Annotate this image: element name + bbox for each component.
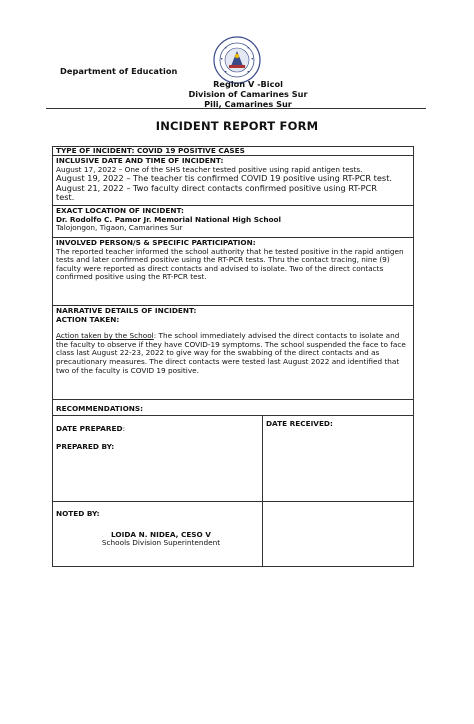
date-entry: August 19, 2022 – The teacher tis confirmed COVID 19 positive using RT-PCR test. [56,173,393,184]
type-of-incident: TYPE OF INCIDENT: COVID 19 POSITIVE CASES [56,146,245,155]
date-prepared-colon: : [122,424,126,433]
department-name: Department of Education [60,66,178,76]
noted-by-cell [53,502,263,566]
date-prepared-cell [53,416,263,501]
date-received-label: DATE RECEIVED: [266,419,333,428]
type-of-incident-row [53,147,413,156]
inclusive-date-row [53,156,413,206]
division-line: Division of Camarines Sur [188,89,308,99]
action-taken-text [56,332,410,375]
city-line: Pili, Camarines Sur [204,99,292,109]
involved-text: The reported teacher informed the school authority that he tested positive in the rapid antigen tests and later confirmed positive using the RT-PCR tests. Thru the contact tracing, nine (9) faculty were reported as direct contacts and advised to isolate. Two of the direct contacts confirmed positive using the RT-PCR test. [56,246,404,282]
page-title: INCIDENT REPORT FORM [155,119,319,133]
action-taken-body: : The school immediately advised the direct contacts to isolate and the faculty to observe if they have COVID-19 symptoms. The school suspended the face to face class last August 22-23, 2022 to give way for the swabbing of the direct contacts and as precautionary measures. The direct contacts were tested last August 2022 and identified that two of the faculty is COVID 19 positive. [56,331,406,375]
narrative-row [53,306,413,400]
date-entry: August 21, 2022 – Two faculty direct contacts confirmed positive using RT-PCR [56,182,377,193]
region-line: Region V -Bicol [213,79,283,89]
signatory-title: Schools Division Superintendent [101,538,221,548]
noted-by-label: NOTED BY: [56,509,100,518]
signatory-name: LOIDA N. NIDEA, CESO V [111,529,211,539]
deped-seal-icon [213,36,261,84]
recommendations-label: RECOMMENDATIONS: [56,404,144,413]
date-entry: test. [56,192,75,202]
involved-persons-row [53,238,413,306]
header-divider [46,108,426,109]
date-prepared-label: DATE PREPARED [56,424,123,433]
prepared-received-row [53,416,413,502]
location-address: Talojongon, Tigaon, Camarines Sur [56,223,183,233]
noted-by-row [53,502,413,566]
recommendations-row [53,400,413,416]
location-label: EXACT LOCATION OF INCIDENT: [56,206,184,215]
noted-by-blank-cell [263,502,413,566]
action-taken-lead: Action taken by the School [56,331,154,341]
incident-report-table [52,146,414,567]
office-header [0,79,474,109]
date-received-cell [263,416,413,501]
involved-label: INVOLVED PERSON/S & SPECIFIC PARTICIPATION: [56,238,256,247]
date-entry: August 17, 2022 – One of the SHS teacher tested positive using rapid antigen tests. [56,164,363,174]
action-taken-label: ACTION TAKEN: [56,314,120,324]
location-row [53,206,413,238]
inclusive-date-label: INCLUSIVE DATE AND TIME OF INCIDENT: [56,156,224,165]
narrative-label: NARRATIVE DETAILS OF INCIDENT: [56,306,197,315]
prepared-by-label: PREPARED BY: [56,441,115,451]
location-school: Dr. Rodolfo C. Pamor Jr. Memorial National High School [56,214,282,224]
